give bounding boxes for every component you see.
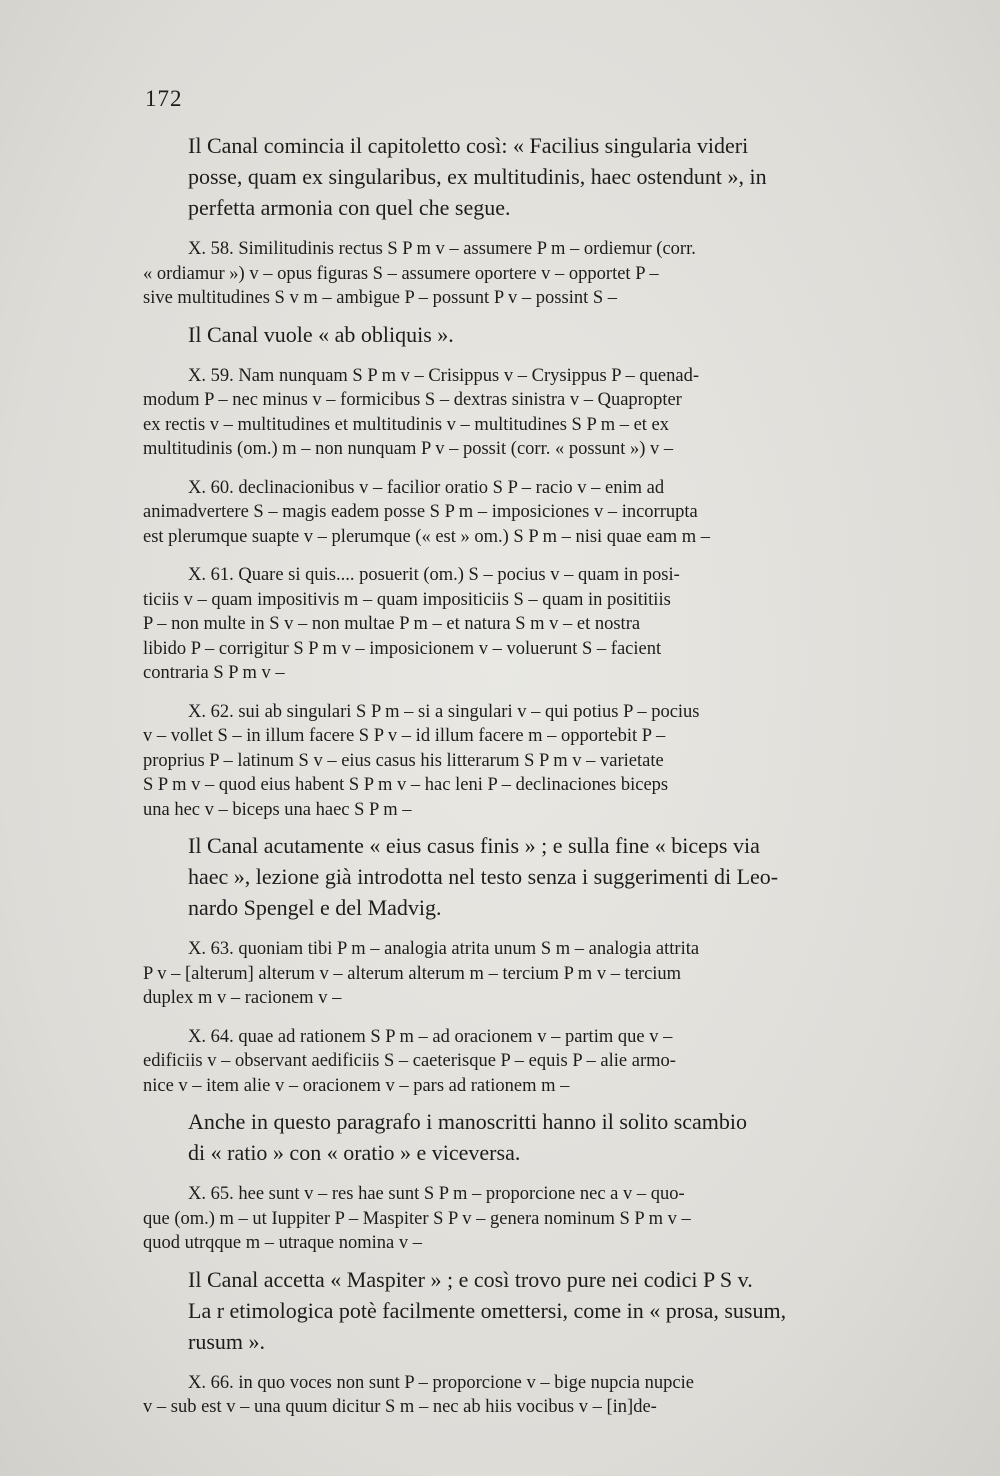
page-number: 172 bbox=[145, 86, 183, 111]
text-line: La r etimologica potè facilmente omettersi, come in « prosa, susum, bbox=[188, 1297, 787, 1323]
paragraph-gap bbox=[143, 311, 878, 319]
text-line: v – vollet S – in illum facere S P v – id illum facere m – opportebit P – bbox=[143, 726, 666, 746]
text-line: X. 62. sui ab singulari S P m – si a singulari v – qui potius P – pocius bbox=[188, 701, 700, 722]
text-line: contraria S P m v – bbox=[143, 663, 285, 683]
text-line: sive multitudines S v m – ambigue P – possunt P v – possint S – bbox=[143, 288, 618, 308]
paragraph-gap bbox=[143, 1011, 878, 1025]
text-line: X. 59. Nam nunquam S P m v – Crisippus v – Crysippus P – quenad- bbox=[188, 365, 699, 386]
paragraph-gap bbox=[143, 1168, 878, 1182]
apparatus-paragraph bbox=[143, 700, 878, 823]
paragraph-gap bbox=[143, 1256, 878, 1264]
text-line: nice v – item alie v – oracionem v – pars ad rationem m – bbox=[143, 1075, 570, 1096]
text-line: modum P – nec minus v – formicibus S – dextras sinistra v – Quapropter bbox=[143, 390, 682, 410]
apparatus-paragraph bbox=[143, 563, 878, 686]
text-line: S P m v – quod eius habent S P m v – hac leni P – declinaciones biceps bbox=[143, 775, 669, 795]
text-line: Anche in questo paragrafo i manoscritti hanno il solito scambio bbox=[188, 1109, 748, 1134]
apparatus-paragraph bbox=[143, 237, 878, 311]
text-line: multitudinis (om.) m – non nunquam P v – possit (corr. « possunt ») v – bbox=[143, 439, 674, 459]
commentary-paragraph bbox=[143, 130, 878, 223]
paragraph-gap bbox=[143, 923, 878, 937]
text-line: perfetta armonia con quel che segue. bbox=[188, 195, 511, 220]
text-line: quod utrqque m – utraque nomina v – bbox=[143, 1233, 422, 1253]
text-line: Il Canal acutamente « eius casus finis » ; e sulla fine « biceps via bbox=[188, 833, 760, 858]
text-line: P – non multe in S v – non multae P m – et natura S m v – et nostra bbox=[143, 614, 641, 634]
text-line: que (om.) m – ut Iuppiter P – Maspiter S P v – genera nominum S P m v – bbox=[143, 1208, 691, 1229]
text-line: X. 60. declinacionibus v – facilior oratio S P – racio v – enim ad bbox=[188, 477, 665, 498]
text-line: posse, quam ex singularibus, ex multitudinis, haec ostendunt », in bbox=[188, 164, 767, 189]
text-line: rusum ». bbox=[188, 1328, 265, 1354]
apparatus-paragraph bbox=[143, 1182, 878, 1256]
text-block bbox=[143, 130, 878, 1420]
paragraph-gap bbox=[143, 686, 878, 700]
paragraph-gap bbox=[143, 350, 878, 364]
paragraph-gap bbox=[143, 1098, 878, 1106]
commentary-paragraph bbox=[143, 1264, 878, 1357]
text-line: ex rectis v – multitudines et multitudinis v – multitudines S P m – et ex bbox=[143, 414, 670, 435]
paragraph-gap bbox=[143, 1357, 878, 1371]
text-line: ticiis v – quam impositivis m – quam impositiciis S – quam in posititiis bbox=[143, 589, 671, 610]
text-line: P v – [alterum] alterum v – alterum alterum m – tercium P m v – tercium bbox=[143, 963, 682, 984]
apparatus-paragraph bbox=[143, 1025, 878, 1099]
commentary-paragraph bbox=[143, 1106, 878, 1168]
text-line: X. 65. hee sunt v – res hae sunt S P m – proporcione nec a v – quo- bbox=[188, 1184, 685, 1204]
text-line: duplex m v – racionem v – bbox=[143, 988, 342, 1008]
apparatus-paragraph bbox=[143, 1371, 878, 1420]
apparatus-paragraph bbox=[143, 937, 878, 1011]
text-line: Il Canal vuole « ab obliquis ». bbox=[188, 321, 454, 347]
text-line: di « ratio » con « oratio » e viceversa. bbox=[188, 1140, 521, 1165]
paragraph-gap bbox=[143, 549, 878, 563]
text-line: X. 66. in quo voces non sunt P – proporcione v – bige nupcia nupcie bbox=[188, 1372, 694, 1393]
apparatus-paragraph bbox=[143, 364, 878, 462]
text-line: X. 58. Similitudinis rectus S P m v – assumere P m – ordiemur (corr. bbox=[188, 239, 696, 259]
apparatus-paragraph bbox=[143, 476, 878, 550]
text-line: haec », lezione già introdotta nel testo senza i suggerimenti di Leo- bbox=[188, 864, 779, 889]
text-line: animadvertere S – magis eadem posse S P m – imposiciones v – incorrupta bbox=[143, 502, 698, 522]
text-line: Il Canal comincia il capitoletto così: « Facilius singularia videri bbox=[188, 133, 749, 158]
text-line: Il Canal accetta « Maspiter » ; e così trovo pure nei codici P S v. bbox=[188, 1266, 753, 1292]
text-line: una hec v – biceps una haec S P m – bbox=[143, 799, 412, 820]
text-line: X. 64. quae ad rationem S P m – ad oracionem v – partim que v – bbox=[188, 1026, 673, 1047]
text-line: edificiis v – observant aedificiis S – caeterisque P – equis P – alie armo- bbox=[143, 1051, 676, 1071]
text-line: nardo Spengel e del Madvig. bbox=[188, 895, 442, 920]
text-line: v – sub est v – una quum dicitur S m – nec ab hiis vocibus v – [in]de- bbox=[143, 1397, 657, 1417]
text-line: libido P – corrigitur S P m v – imposicionem v – voluerunt S – facient bbox=[143, 638, 662, 659]
paragraph-gap bbox=[143, 223, 878, 237]
paragraph-gap bbox=[143, 462, 878, 476]
commentary-paragraph bbox=[143, 830, 878, 923]
text-line: est plerumque suapte v – plerumque (« est » om.) S P m – nisi quae eam m – bbox=[143, 526, 711, 547]
paragraph-gap bbox=[143, 822, 878, 830]
text-line: X. 63. quoniam tibi P m – analogia atrita unum S m – analogia attrita bbox=[188, 939, 700, 959]
commentary-paragraph bbox=[143, 319, 878, 350]
text-line: X. 61. Quare si quis.... posuerit (om.) S – pocius v – quam in posi- bbox=[188, 565, 680, 585]
text-line: « ordiamur ») v – opus figuras S – assumere oportere v – opportet P – bbox=[143, 263, 659, 284]
text-line: proprius P – latinum S v – eius casus his litterarum S P m v – varietate bbox=[143, 750, 664, 771]
